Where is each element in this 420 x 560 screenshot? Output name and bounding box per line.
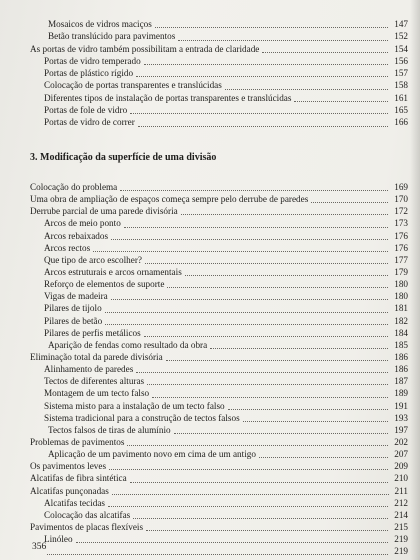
- dot-leader: [166, 359, 389, 361]
- toc-entry: [30, 387, 408, 399]
- toc-entry: [30, 230, 408, 242]
- toc-entry-title: Aplicação de um pavimento novo em cima de um antigo: [48, 449, 256, 460]
- toc-entry: [30, 509, 408, 521]
- toc-entry: [30, 315, 408, 327]
- toc-entry-page: 176: [394, 230, 408, 241]
- toc-entry-page: 173: [394, 218, 408, 229]
- toc-entry: [30, 424, 408, 436]
- toc-entry-title: Montagem de um tecto falso: [44, 388, 150, 399]
- dot-leader: [111, 238, 388, 240]
- dot-leader: [210, 347, 388, 349]
- toc-entry-page: 182: [394, 315, 408, 326]
- dot-leader: [181, 213, 389, 215]
- toc-entry-page: 186: [394, 364, 408, 375]
- toc-entry-title: Arcos rebaixados: [44, 230, 109, 241]
- toc-entry-title: Pavimentos de placas flexíveis: [30, 521, 144, 532]
- toc-top-list: [30, 18, 408, 129]
- dot-leader: [152, 396, 388, 398]
- toc-entry-title: Reforço de elementos de suporte: [44, 279, 165, 290]
- dot-leader: [243, 420, 389, 422]
- dot-leader: [144, 335, 389, 337]
- toc-entry: [30, 485, 408, 497]
- dot-leader: [120, 189, 388, 191]
- toc-entry-title: Sistema tradicional para a construção de tectos falsos: [44, 412, 240, 423]
- toc-entry-page: 219: [394, 534, 408, 545]
- toc-entry: [30, 302, 408, 314]
- toc-entry-page: 210: [394, 473, 408, 484]
- toc-entry-title: Pilares de tijolo: [44, 303, 102, 314]
- dot-leader: [262, 51, 388, 53]
- dot-leader: [145, 262, 388, 264]
- toc-section-list: [30, 181, 408, 557]
- toc-entry-page: 212: [394, 497, 408, 508]
- toc-entry: [30, 92, 408, 104]
- dot-leader: [130, 481, 389, 483]
- toc-entry-page: 165: [394, 105, 408, 116]
- toc-entry-page: 211: [394, 485, 408, 496]
- toc-entry: [30, 266, 408, 278]
- toc-entry: [30, 104, 408, 116]
- toc-entry-title: Arcos rectos: [44, 242, 91, 253]
- toc-entry-title: Tectos falsos de tiras de alumínio: [48, 424, 171, 435]
- toc-entry: [30, 533, 408, 545]
- toc-entry-page: 214: [394, 509, 408, 520]
- dot-leader: [155, 26, 388, 28]
- toc-entry: [30, 18, 408, 30]
- toc-entry-title: Linóleo: [44, 534, 73, 545]
- toc-entry-page: 177: [394, 254, 408, 265]
- toc-entry: [30, 521, 408, 533]
- toc-entry-title: Colocação de portas transparentes e translúcidas: [44, 80, 222, 91]
- toc-entry-page: 191: [394, 400, 408, 411]
- dot-leader: [136, 371, 388, 373]
- dot-leader: [108, 505, 388, 507]
- toc-entry: [30, 327, 408, 339]
- toc-entry: [30, 436, 408, 448]
- dot-leader: [147, 383, 388, 385]
- toc-entry-page: 209: [394, 461, 408, 472]
- toc-entry-page: 187: [394, 376, 408, 387]
- dot-leader: [124, 226, 388, 228]
- toc-entry-title: As portas de vidro também possibilitam a entrada de claridade: [30, 43, 260, 54]
- dot-leader: [144, 63, 389, 65]
- dot-leader: [294, 100, 388, 102]
- dot-leader: [76, 541, 389, 543]
- toc-entry-page: 147: [394, 19, 408, 29]
- toc-entry: [30, 375, 408, 387]
- toc-entry-title: Arcos de meio ponto: [44, 218, 121, 229]
- toc-entry-page: 185: [394, 339, 408, 350]
- toc-entry-page: 169: [394, 182, 408, 192]
- dot-leader: [138, 125, 388, 127]
- toc-entry-title: Portas de fole de vidro: [44, 105, 128, 116]
- toc-entry-page: 184: [394, 327, 408, 338]
- toc-entry-page: 152: [394, 31, 408, 42]
- toc-entry: [30, 116, 408, 128]
- toc-entry-page: 172: [394, 206, 408, 217]
- dot-leader: [105, 311, 389, 313]
- toc-entry-title: Tectos de diferentes alturas: [44, 376, 145, 387]
- toc-entry-title: Portas de vidro de correr: [44, 117, 135, 128]
- toc-entry: [30, 339, 408, 351]
- toc-entry-page: 166: [394, 117, 408, 128]
- toc-entry-title: Aparição de fendas como resultado da obra: [48, 339, 208, 350]
- dot-leader: [228, 408, 389, 410]
- toc-entry-page: 207: [394, 449, 408, 460]
- dot-leader: [127, 444, 388, 446]
- page-number: 356: [32, 542, 47, 552]
- toc-entry-title: Alcatifas tecidas: [44, 497, 105, 508]
- toc-entry-title: Pilares de perfis metálicos: [44, 327, 141, 338]
- dot-leader: [133, 517, 388, 519]
- toc-entry: [30, 217, 408, 229]
- toc-entry: [30, 290, 408, 302]
- toc-entry-page: 197: [394, 424, 408, 435]
- dot-leader: [109, 468, 388, 470]
- dot-leader: [311, 201, 388, 203]
- toc-entry-page: 176: [394, 242, 408, 253]
- dot-leader: [259, 456, 388, 458]
- toc-entry-title: Vigas de madeira: [44, 291, 108, 302]
- toc-entry-page: 154: [394, 43, 408, 54]
- toc-entry-title: Alcatifas punçonadas: [30, 485, 109, 496]
- toc-entry: [30, 351, 408, 363]
- toc-entry-title: Uma obra de ampliação de espaços começa sempre pelo derrube de paredes: [30, 194, 309, 205]
- toc-entry: [30, 30, 408, 42]
- toc-entry: [30, 497, 408, 509]
- toc-entry-page: 215: [394, 521, 408, 532]
- toc-entry-page: 180: [394, 291, 408, 302]
- toc-entry-title: Betão translúcido para pavimentos: [48, 31, 176, 42]
- toc-entry: [30, 448, 408, 460]
- toc-entry: [30, 400, 408, 412]
- toc-entry-page: 189: [394, 388, 408, 399]
- toc-entry-title: Portas de vidro temperado: [44, 55, 141, 66]
- toc-entry-title: Arcos estruturais e arcos ornamentais: [44, 266, 182, 277]
- dot-leader: [167, 286, 388, 288]
- dot-leader: [178, 39, 388, 41]
- toc-entry-title: Mosaicos de vidros maciços: [48, 19, 152, 29]
- dot-leader: [136, 75, 388, 77]
- toc-entry: [30, 79, 408, 91]
- toc-entry: [30, 43, 408, 55]
- toc-entry-page: 193: [394, 412, 408, 423]
- toc-entry: [30, 363, 408, 375]
- dot-leader: [105, 323, 388, 325]
- toc-entry: [30, 472, 408, 484]
- toc-entry-page: 157: [394, 68, 408, 79]
- toc-entry-title: Diferentes tipos de instalação de portas transparentes e translúcidas: [44, 92, 292, 103]
- toc-entry: [30, 205, 408, 217]
- toc-entry-title: Os pavimentos leves: [30, 461, 107, 472]
- dot-leader: [112, 493, 389, 495]
- toc-entry: [30, 412, 408, 424]
- toc-entry-page: 161: [394, 92, 408, 103]
- toc-entry-page: 202: [394, 436, 408, 447]
- toc-entry-title: Problemas de pavimentos: [30, 436, 125, 447]
- dot-leader: [146, 529, 388, 531]
- toc-entry-page: 158: [394, 80, 408, 91]
- dot-leader: [93, 250, 388, 252]
- toc-entry-title: Portas de plástico rígido: [44, 68, 134, 79]
- toc-entry-page: 181: [394, 303, 408, 314]
- toc-entry-title: Colocação do problema: [30, 182, 118, 192]
- toc-entry-page: 156: [394, 55, 408, 66]
- toc-entry-title: Que tipo de arco escolher?: [44, 254, 142, 265]
- section-title: 3. Modificação da superfície de uma divisão: [30, 152, 217, 163]
- toc-entry: [30, 67, 408, 79]
- toc-entry: [30, 193, 408, 205]
- toc-entry-page: 179: [394, 266, 408, 277]
- toc-entry: [30, 278, 408, 290]
- toc-entry: [30, 55, 408, 67]
- toc-entry: [30, 460, 408, 472]
- dot-leader: [185, 274, 388, 276]
- toc-entry: [30, 181, 408, 193]
- toc-entry: [30, 242, 408, 254]
- toc-entry-title: Sistema misto para a instalação de um tecto falso: [44, 400, 225, 411]
- toc-entry-title: Eliminação total da parede divisória: [30, 351, 163, 362]
- page-gutter-shadow: [410, 0, 420, 560]
- dot-leader: [130, 112, 388, 114]
- toc-entry-title: Pilares de betão: [44, 315, 103, 326]
- dot-leader: [47, 553, 388, 555]
- dot-leader: [111, 298, 388, 300]
- toc-entry: [30, 254, 408, 266]
- toc-entry-page: 170: [394, 194, 408, 205]
- toc-entry-title: Colocação das alcatifas: [44, 509, 131, 520]
- toc-entry-title: Alinhamento de paredes: [44, 364, 134, 375]
- dot-leader: [225, 88, 388, 90]
- toc-entry-title: Derrube parcial de uma parede divisória: [30, 206, 178, 217]
- toc-entry: [30, 545, 408, 557]
- toc-entry-title: Alcatifas de fibra sintética: [30, 473, 127, 484]
- toc-entry-page: 219: [394, 546, 408, 557]
- toc-entry-page: 180: [394, 279, 408, 290]
- dot-leader: [174, 432, 389, 434]
- toc-entry-page: 186: [394, 351, 408, 362]
